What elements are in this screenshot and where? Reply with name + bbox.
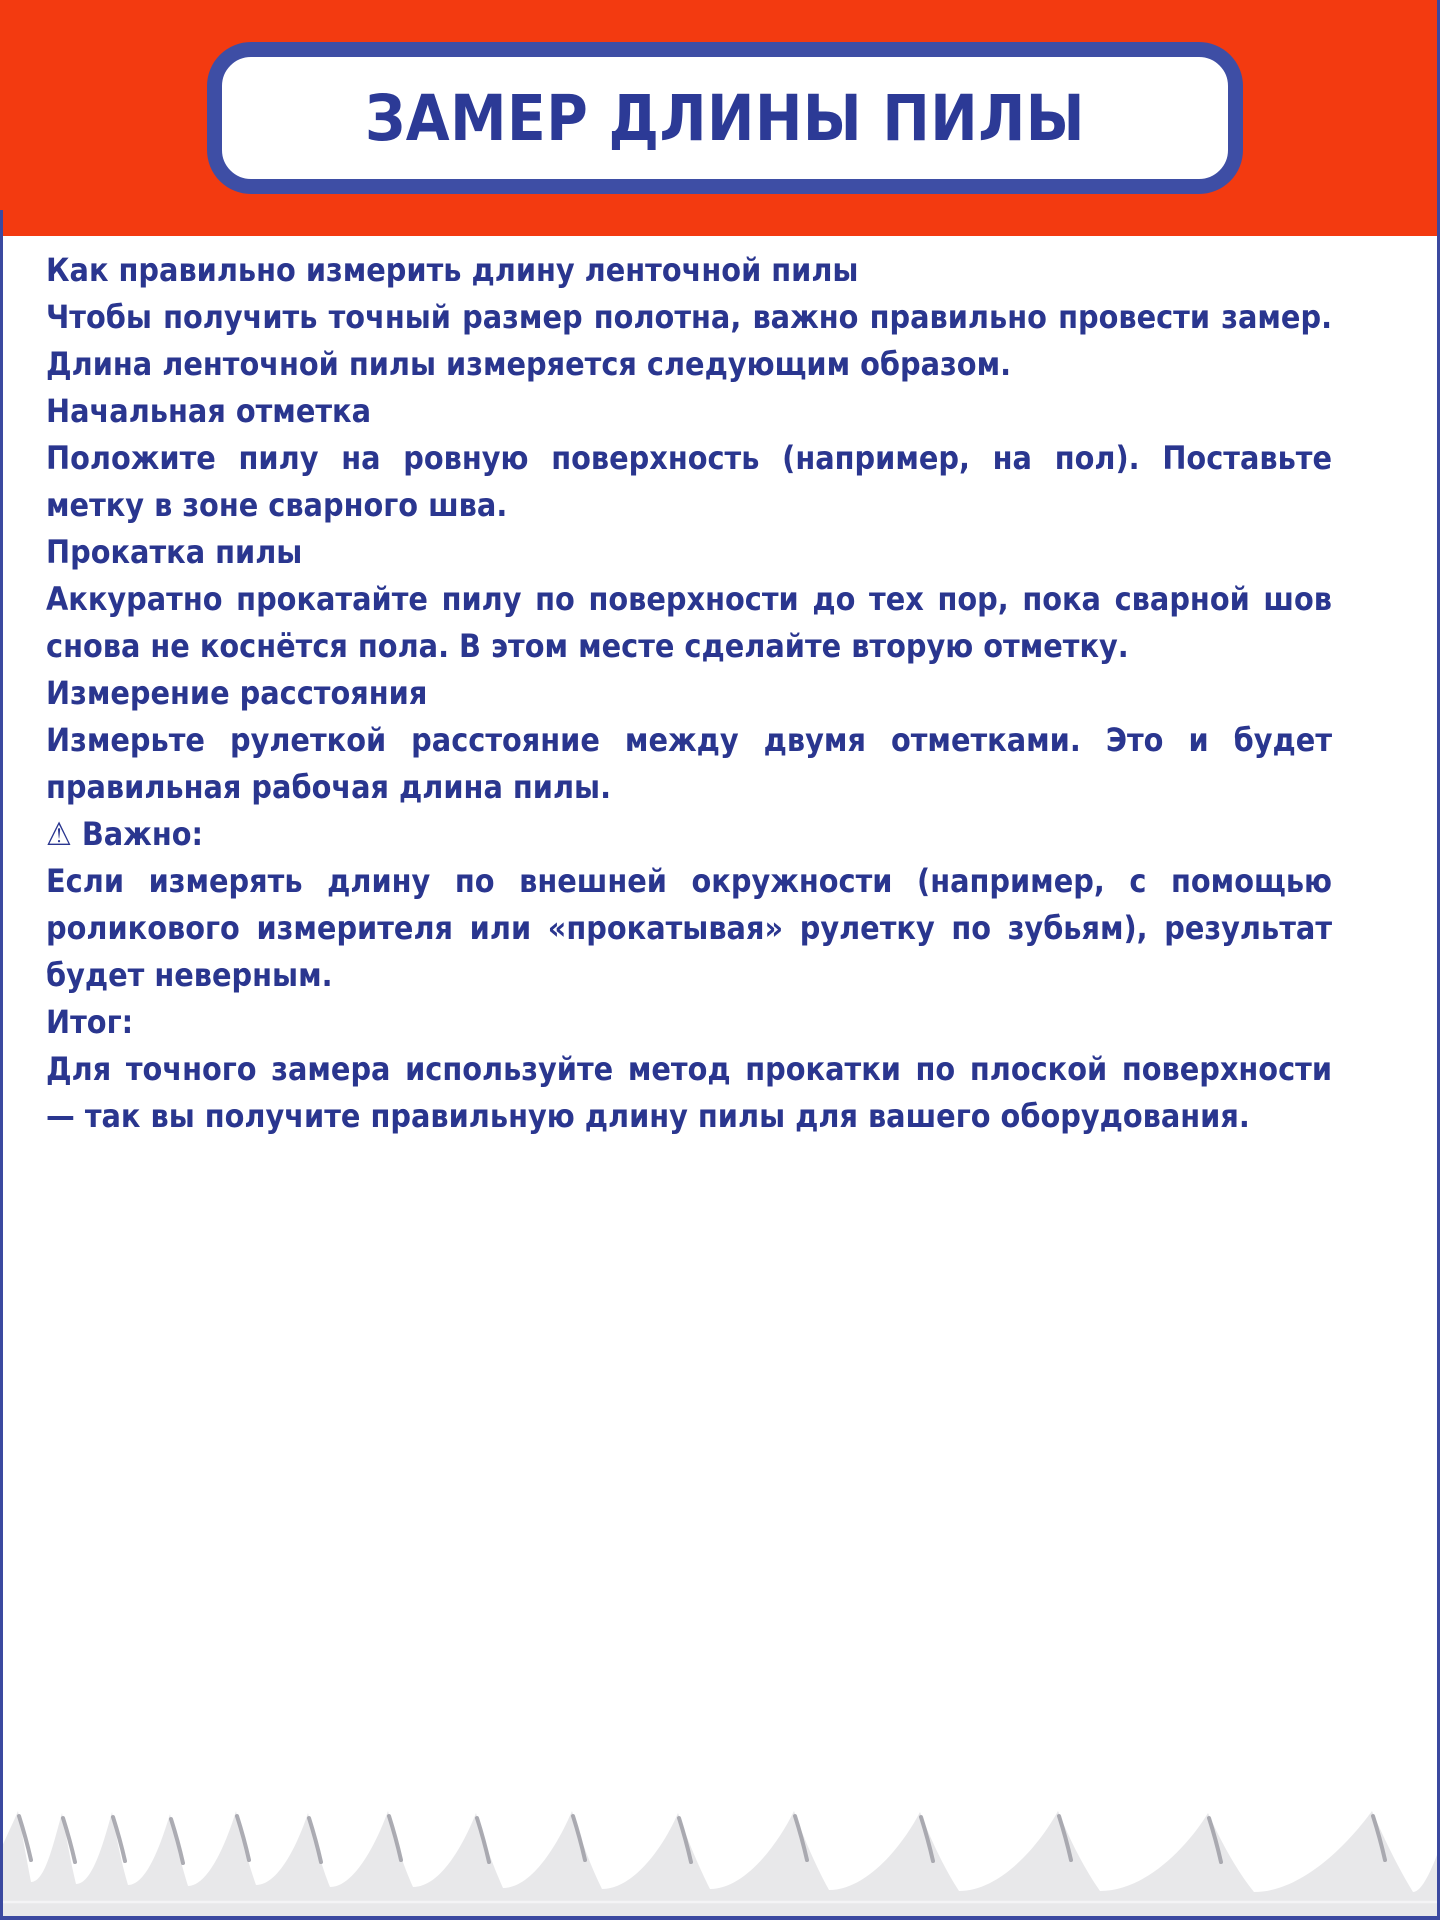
section-paragraph: Аккуратно прокатайте пилу по поверхности до тех пор, пока сварной шов снова не коснётся пола. В этом месте сделайте вторую отметку. — [46, 580, 1332, 665]
section-heading: Начальная отметка — [46, 392, 371, 430]
warning-icon: ⚠ — [46, 815, 72, 853]
page-title: ЗАМЕР ДЛИНЫ ПИЛЫ — [364, 81, 1086, 155]
section-heading: Измерение расстояния — [46, 674, 428, 712]
section-paragraph: Если измерять длину по внешней окружности (например, с помощью роликового измерителя или «прокатывая» рулетку по зубьям), результат будет неверным. — [46, 862, 1332, 994]
section-paragraph: Для точного замера используйте метод прокатки по плоской поверхности — так вы получите правильную длину пилы для вашего оборудования. — [46, 1050, 1332, 1135]
section-heading-label: Важно: — [81, 815, 204, 853]
section-heading — [46, 811, 1332, 858]
header-banner — [0, 0, 1440, 236]
section — [46, 388, 1332, 529]
section-heading: Итог: — [46, 1003, 134, 1041]
section — [46, 529, 1332, 670]
section — [46, 811, 1332, 999]
article-body — [3, 247, 1437, 1140]
section — [46, 670, 1332, 811]
section-heading: Как правильно измерить длину ленточной пилы — [46, 251, 859, 289]
saw-blade-icon — [0, 1799, 1440, 1917]
section — [46, 247, 1332, 388]
section-paragraph: Измерьте рулеткой расстояние между двумя отметками. Это и будет правильная рабочая длина пилы. — [46, 721, 1332, 806]
section-paragraph: Положите пилу на ровную поверхность (например, на пол). Поставьте метку в зоне сварного шва. — [46, 439, 1332, 524]
section-paragraph: Чтобы получить точный размер полотна, важно правильно провести замер. Длина ленточной пилы измеряется следующим образом. — [46, 298, 1332, 383]
section-heading: Прокатка пилы — [46, 533, 303, 571]
title-box — [207, 42, 1243, 194]
section — [46, 999, 1332, 1140]
